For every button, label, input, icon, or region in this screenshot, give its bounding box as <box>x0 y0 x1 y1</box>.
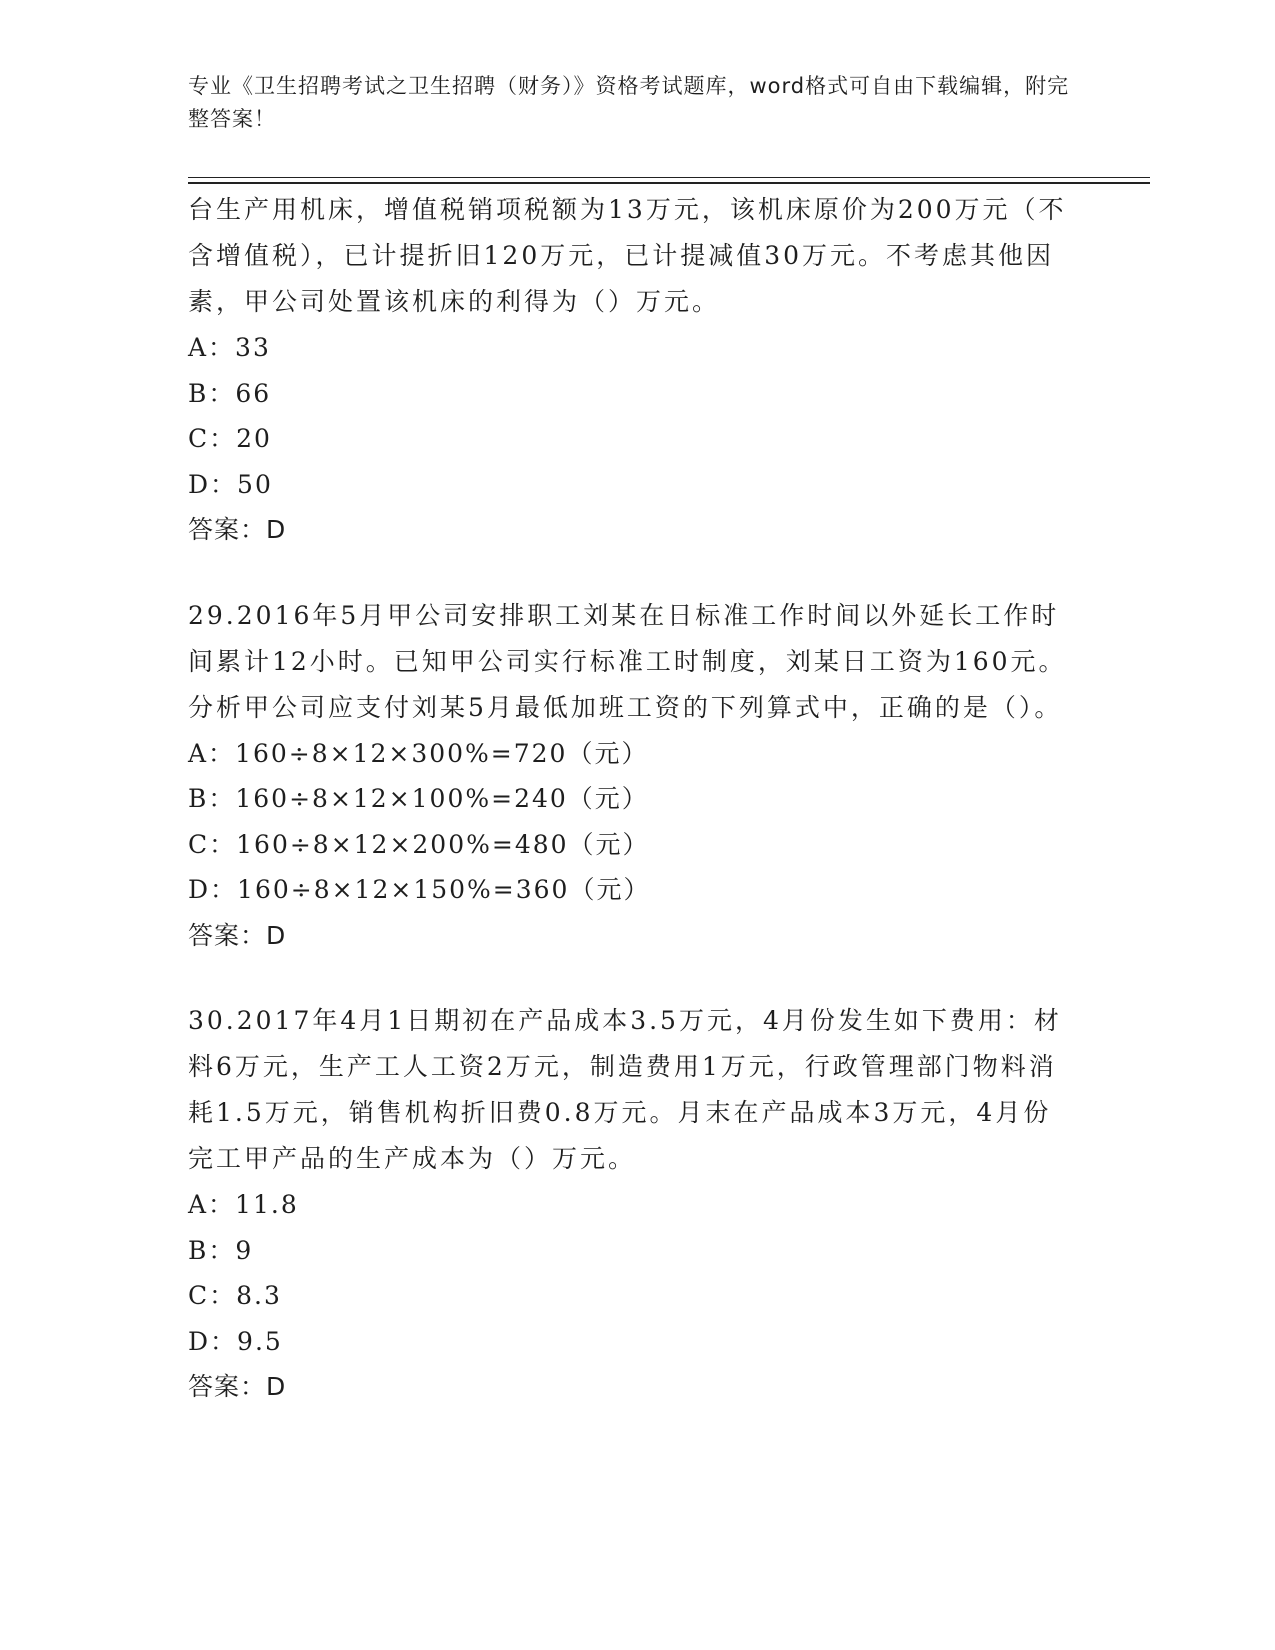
option-c: C：8.3 <box>188 1281 282 1310</box>
question-list <box>188 187 1078 1410</box>
answer-line: 答案：D <box>188 515 287 544</box>
option-c: C：20 <box>188 424 272 453</box>
option-d: D：9.5 <box>188 1326 283 1356</box>
question-stem: 29.2016年5月甲公司安排职工刘某在日标准工作时间以外延长工作时间累计12小时。已知甲公司实行标准工时制度，刘某日工资为160元。分析甲公司应支付刘某5月最低加班工资的下列算式中，正确的是（）。 <box>188 600 1067 722</box>
option-a: A：160÷8×12×300%=720（元） <box>188 738 649 768</box>
option-d: D：50 <box>188 469 273 499</box>
document-header: 专业《卫生招聘考试之卫生招聘（财务）》资格考试题库，word格式可自由下载编辑，附完整答案！ <box>188 74 1070 131</box>
option-b: B：66 <box>188 378 272 408</box>
option-b: B：160÷8×12×100%=240（元） <box>188 784 649 813</box>
header-rule-thin <box>188 177 1150 178</box>
question-30 <box>188 998 1078 1410</box>
option-a: A：33 <box>188 333 271 362</box>
option-c: C：160÷8×12×200%=480（元） <box>188 829 650 859</box>
question-28-continued <box>188 187 1078 553</box>
option-a: A：11.8 <box>188 1190 299 1219</box>
answer-line: 答案：D <box>188 920 287 950</box>
question-29 <box>188 593 1078 959</box>
option-d: D：160÷8×12×150%=360（元） <box>188 875 651 904</box>
header-rule-thick <box>188 182 1150 184</box>
answer-line: 答案：D <box>188 1372 287 1401</box>
question-stem: 台生产用机床，增值税销项税额为13万元，该机床原价为200万元（不含增值税），已计提折旧120万元，已计提减值30万元。不考虑其他因素，甲公司处置该机床的利得为（）万元。 <box>188 195 1067 316</box>
option-b: B：9 <box>188 1235 254 1265</box>
question-stem: 30.2017年4月1日期初在产品成本3.5万元，4月份发生如下费用：材料6万元，生产工人工资2万元，制造费用1万元，行政管理部门物料消耗1.5万元，销售机构折旧费0.8万元。月末在产品成本3万元，4月份完工甲产品的生产成本为（）万元。 <box>188 1006 1062 1173</box>
